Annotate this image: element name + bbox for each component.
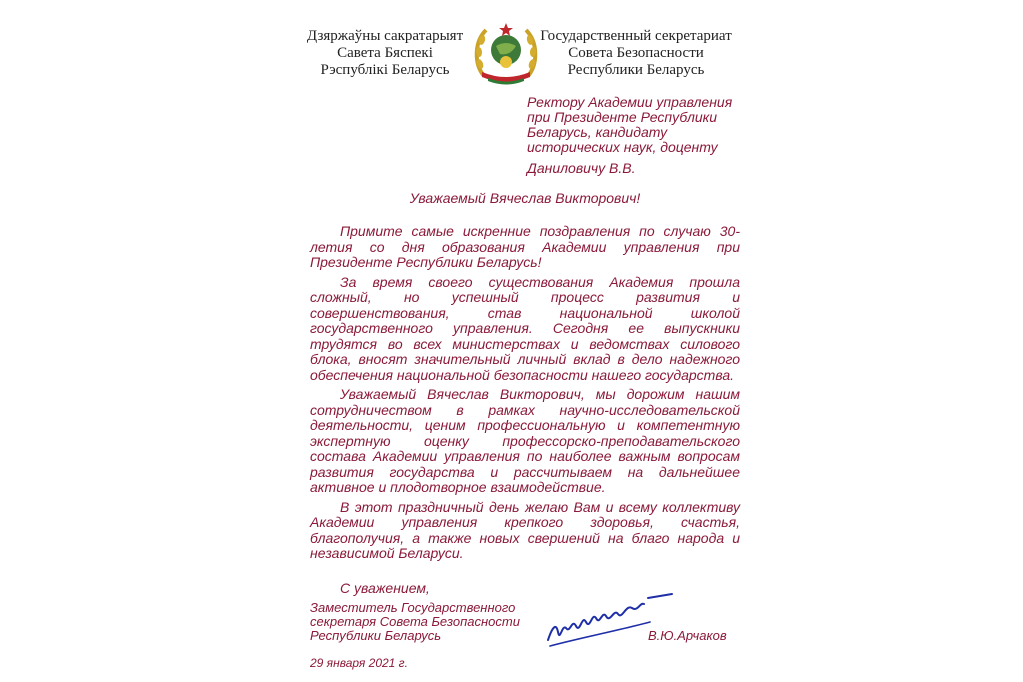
addressee-line: Ректору Академии управления — [527, 94, 733, 110]
belarus-coat-of-arms-icon — [470, 20, 542, 88]
addressee-line: при Президенте Республики — [527, 109, 718, 125]
header-line: Государственный секретариат — [540, 28, 732, 44]
closing: С уважением, — [340, 580, 430, 596]
handwritten-signature — [540, 588, 680, 653]
position-line: секретаря Совета Безопасности — [310, 614, 520, 629]
paragraph: Уважаемый Вячеслав Викторович, мы дорожим нашим сотрудничеством в рамках научно-исследовательской деятельности, ценим профессиональную и компетентную экспертную оценку профессорско-преподавательского состава Академии управления по наиболее важным вопросам развития государства и рассчитываем на дальнейшее активное и плодотворное взаимодействие. — [310, 386, 740, 495]
header-line: Дзяржаўны сакратарыят — [306, 28, 464, 44]
letter-body — [310, 224, 740, 566]
paragraph: Примите самые искренние поздравления по случаю 30-летия со дня образования Академии управления при Президенте Республики Беларусь! — [310, 223, 740, 270]
letter-date: 29 января 2021 г. — [310, 656, 408, 670]
header-line: Савета Бяспекі — [337, 45, 433, 61]
signer-name: В.Ю.Арчаков — [648, 628, 727, 643]
header-belarusian — [300, 28, 470, 79]
position-line: Заместитель Государственного — [310, 600, 516, 615]
salutation: Уважаемый Вячеслав Викторович! — [409, 190, 641, 206]
addressee-name: Даниловичу В.В. — [527, 160, 636, 176]
position-line: Республики Беларусь — [310, 628, 442, 643]
signer-position — [310, 601, 570, 643]
paragraph: За время своего существования Академия прошла сложный, но успешный процесс развития и совершенствования, став национальной школой государственного управления. Сегодня ее выпускники трудятся во всех министерствах и ведомствах силового блока, вносят значительный личный вклад в дело надежного обеспечения национальной безопасности нашего государства. — [310, 273, 740, 383]
addressee-line: исторических наук, доценту — [527, 139, 718, 155]
header-line: Совета Безопасности — [568, 45, 704, 61]
header-line: Республики Беларусь — [567, 62, 705, 78]
header-russian — [536, 28, 736, 79]
header-line: Рэспублікі Беларусь — [320, 62, 450, 78]
addressee-line: Беларусь, кандидату — [527, 124, 668, 140]
addressee-block — [527, 95, 757, 176]
paragraph: В этот праздничный день желаю Вам и всему коллективу Академии управления крепкого здоровья, счастья, благополучия, а также новых свершений на благо народа и независимой Беларуси. — [310, 498, 740, 561]
